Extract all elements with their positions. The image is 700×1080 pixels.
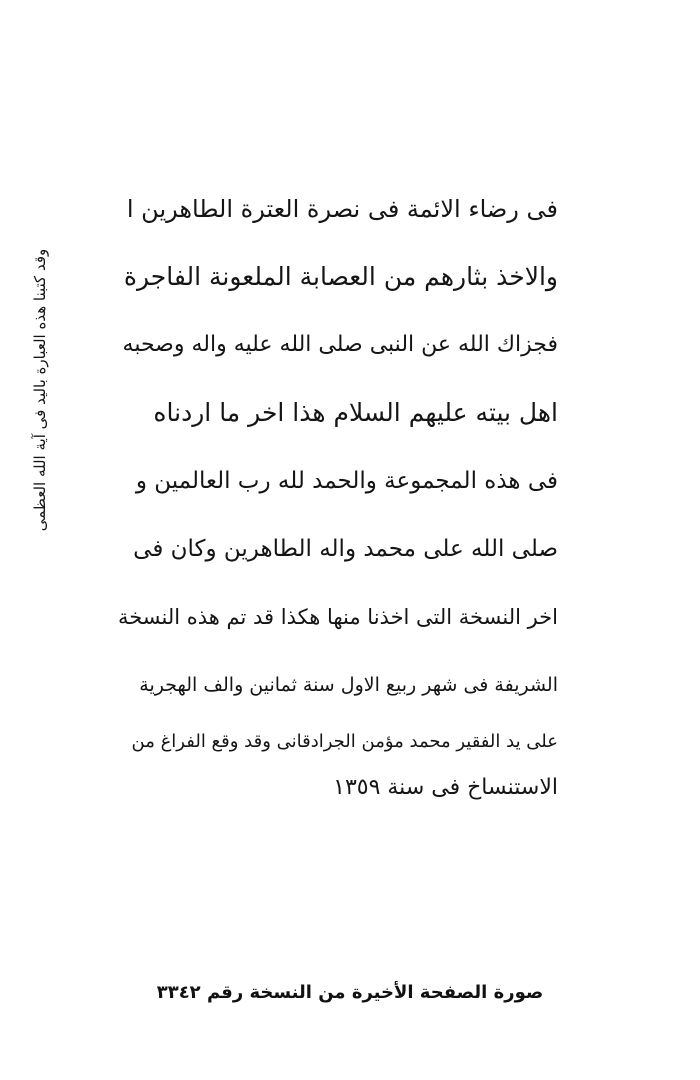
manuscript-line: الشريفة فى شهر ربيع الاول سنة ثمانين والف الهجرية bbox=[139, 674, 558, 696]
manuscript-line: صلى الله على محمد واله الطاهرين وكان فى bbox=[133, 536, 558, 562]
manuscript-line: فجزاك الله عن النبى صلى الله عليه واله وصحبه bbox=[122, 332, 558, 357]
manuscript-line: والاخذ بثارهم من العصابة الملعونة الفاجرة bbox=[123, 262, 558, 291]
margin-note bbox=[20, 150, 60, 630]
manuscript-line: على يد الفقير محمد مؤمن الجرادقانى وقد وقع الفراغ من bbox=[131, 731, 558, 752]
manuscript-text-block bbox=[118, 175, 558, 811]
manuscript-line: الاستنساخ فى سنة ١٣٥٩ bbox=[333, 775, 558, 800]
manuscript-line: اخر النسخة التى اخذنا منها هكذا قد تم هذه النسخة bbox=[117, 605, 558, 629]
page-caption: صورة الصفحة الأخيرة من النسخة رقم ٣٣٤٢ bbox=[156, 982, 544, 1003]
manuscript-line: فى رضاء الائمة فى نصرة العترة الطاهرين ا bbox=[126, 195, 558, 223]
manuscript-line: فى هذه المجموعة والحمد لله رب العالمين و bbox=[135, 468, 558, 494]
margin-note-text: وقد كتبنا هذه العبارة باليد فى آية الله العظمى bbox=[31, 248, 49, 532]
manuscript-line: اهل بيته عليهم السلام هذا اخر ما اردناه bbox=[153, 398, 558, 427]
